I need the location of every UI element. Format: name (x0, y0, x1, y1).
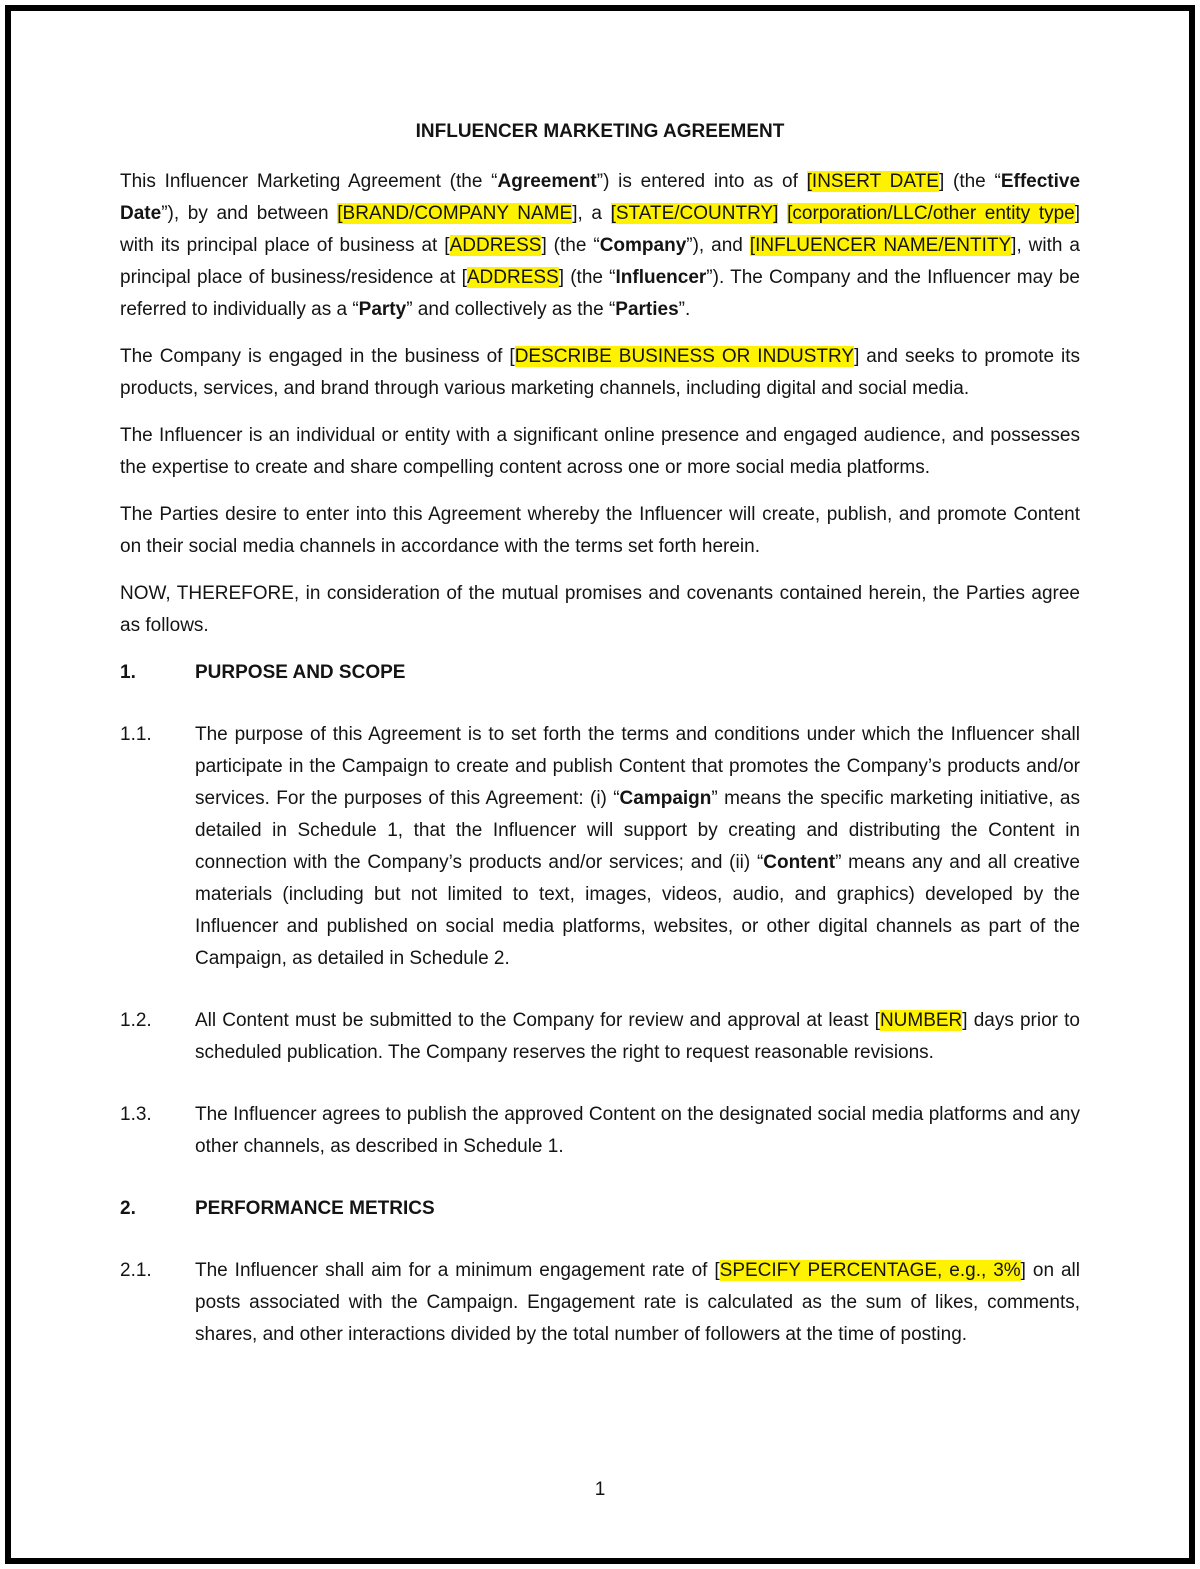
section-number: 1. (120, 662, 136, 683)
text-run: The Influencer is an individual or entity with a significant online presence and engaged audience, and possesses the expertise to create and share compelling content across one or more social media platforms. (120, 425, 1080, 478)
text-run: ] and seeks to promote its products, services, and brand through various marketing channels, including digital and social media. (120, 346, 1080, 399)
text-run: The Influencer shall aim for a minimum engagement rate of [ (195, 1260, 720, 1281)
paragraph (120, 341, 1080, 405)
text-run: ] days prior to scheduled publication. The Company reserves the right to request reasonable revisions. (195, 1010, 1080, 1063)
text-run: The Parties desire to enter into this Agreement whereby the Influencer will create, publish, and promote Content on their social media channels in accordance with the terms set forth herein. (120, 504, 1080, 557)
section-title: PERFORMANCE METRICS (195, 1198, 435, 1219)
text-run: Agreement (497, 171, 597, 192)
text-run: ”. (678, 299, 691, 320)
clause (120, 1255, 1080, 1351)
document-title: INFLUENCER MARKETING AGREEMENT (415, 121, 785, 142)
placeholder-highlight: [INSERT DATE (806, 171, 939, 192)
text-run: All Content must be submitted to the Company for review and approval at least [ (195, 1010, 880, 1031)
placeholder-highlight: ADDRESS (449, 235, 542, 256)
text-run: Company (599, 235, 687, 256)
placeholder-highlight: [BRAND/COMPANY NAME (337, 203, 573, 224)
text-run: Parties (615, 299, 679, 320)
clause (120, 719, 1080, 975)
text-run: ”), by and between (161, 203, 338, 224)
section-heading (120, 1193, 1080, 1225)
clause (120, 1005, 1080, 1069)
paragraph (120, 578, 1080, 642)
text-run: ”). The Company and the Influencer may be referred to individually as a “ (120, 267, 1080, 320)
placeholder-highlight: [STATE/COUNTRY] (610, 203, 779, 224)
placeholder-highlight: [INFLUENCER NAME/ENTITY (749, 235, 1012, 256)
paragraph (120, 166, 1080, 326)
paragraph (120, 499, 1080, 563)
text-run: ” means the specific marketing initiative, as detailed in Schedule 1, that the Influencer will support by creating and distributing the Content in connection with the Company’s products and/or services; and (ii) “ (195, 788, 1080, 873)
page-number: 1 (594, 1479, 606, 1500)
document-body (120, 166, 1080, 1351)
text-run: ], a (572, 203, 611, 224)
text-run (778, 203, 787, 224)
text-run: ” and collectively as the “ (406, 299, 616, 320)
text-run: ”) is entered into as of (596, 171, 807, 192)
text-run: Influencer (615, 267, 707, 288)
text-run: ” means any and all creative materials (including but not limited to text, images, videos, audio, and graphics) developed by the Influencer and published on social media platforms, websites, or other digital channels as part of the Campaign, as detailed in Schedule 2. (195, 852, 1080, 969)
clause-number: 1.2. (120, 1010, 152, 1031)
text-run: Party (358, 299, 407, 320)
text-run: ”), and (686, 235, 750, 256)
text-run: ] (the “ (541, 235, 600, 256)
text-run: The purpose of this Agreement is to set forth the terms and conditions under which the Influencer shall participate in the Campaign to create and publish Content that promotes the Company’s products and/or services. For the purposes of this Agreement: (i) “ (195, 724, 1080, 809)
clause-number: 1.1. (120, 724, 152, 745)
placeholder-highlight: NUMBER (879, 1010, 963, 1031)
clause-number: 1.3. (120, 1104, 152, 1125)
document-content (120, 116, 1080, 1381)
text-run: This Influencer Marketing Agreement (the “ (120, 171, 498, 192)
section-heading (120, 657, 1080, 689)
text-run: Content (763, 852, 836, 873)
text-run: ] (the “ (938, 171, 1001, 192)
text-run: Campaign (619, 788, 712, 809)
text-run: ] on all posts associated with the Campaign. Engagement rate is calculated as the sum of likes, comments, shares, and other interactions divided by the total number of followers at the time of posting. (195, 1260, 1080, 1345)
text-run: The Company is engaged in the business of [ (120, 346, 515, 367)
section-number: 2. (120, 1198, 136, 1219)
placeholder-highlight: SPECIFY PERCENTAGE, e.g., 3% (719, 1260, 1021, 1281)
text-run: Effective Date (120, 171, 1081, 224)
section-title: PURPOSE AND SCOPE (195, 662, 406, 683)
placeholder-highlight: ADDRESS (466, 267, 559, 288)
clause (120, 1099, 1080, 1163)
paragraph (120, 420, 1080, 484)
placeholder-highlight: DESCRIBE BUSINESS OR INDUSTRY (514, 346, 855, 367)
clause-number: 2.1. (120, 1260, 152, 1281)
text-run: ] (the “ (558, 267, 616, 288)
text-run: The Influencer agrees to publish the approved Content on the designated social media platforms and any other channels, as described in Schedule 1. (195, 1104, 1080, 1157)
placeholder-highlight: [corporation/LLC/other entity type (787, 203, 1075, 224)
text-run: ], with a principal place of business/residence at [ (120, 235, 1080, 288)
text-run: NOW, THEREFORE, in consideration of the mutual promises and covenants contained herein, the Parties agree as follows. (120, 583, 1080, 636)
text-run: ] with its principal place of business at [ (120, 203, 1081, 256)
